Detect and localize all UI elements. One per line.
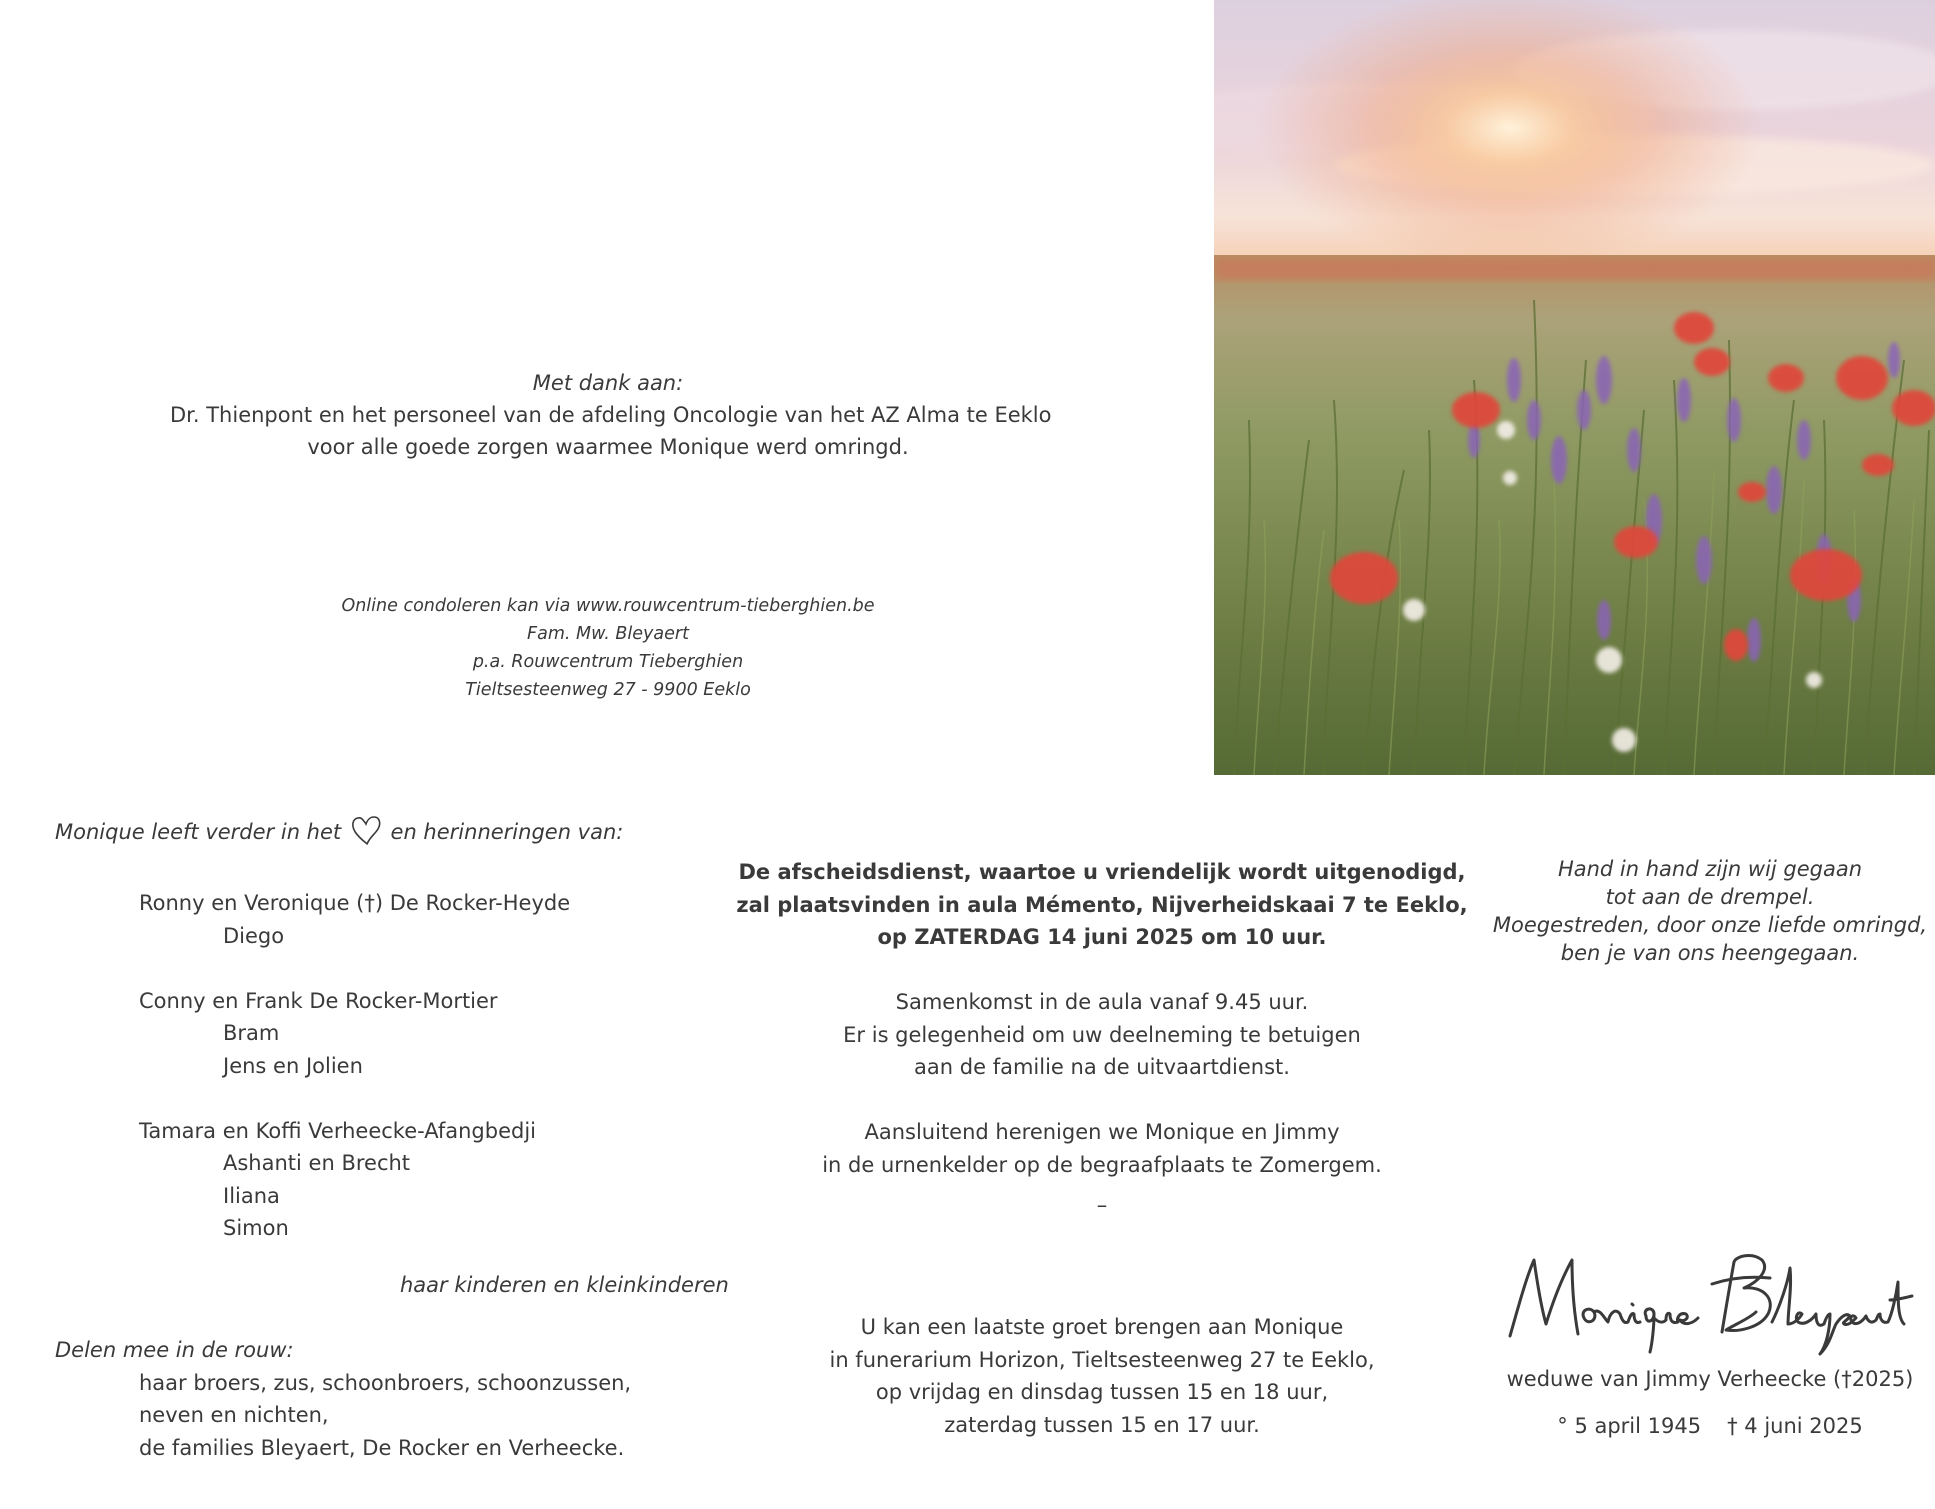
- family-intro-before: Monique leeft verder in het: [55, 820, 342, 844]
- mourners-line: neven en nichten,: [139, 1403, 329, 1427]
- visitation-line: U kan een laatste groet brengen aan Monique: [860, 1315, 1344, 1339]
- separator-dash: –: [1096, 1193, 1108, 1217]
- family-intro-after: en herinneringen van:: [390, 820, 624, 844]
- meadow-photo-image: [1214, 0, 1935, 775]
- family-child: Iliana: [223, 1183, 280, 1208]
- mourners-block: [55, 1334, 755, 1464]
- widow-of-line: weduwe van Jimmy Verheecke (†2025): [1506, 1367, 1914, 1391]
- family-child: Bram: [223, 1021, 280, 1045]
- death-date: † 4 juni 2025: [1727, 1414, 1863, 1438]
- poem-line: ben je van ons heengegaan.: [1560, 941, 1860, 965]
- family-child: Diego: [223, 923, 285, 948]
- contact-line-1: Online condoleren kan via www.rouwcentrum-tieberghien.be: [341, 596, 875, 616]
- mourners-heading: Delen mee in de rouw:: [55, 1338, 294, 1362]
- visitation-line: in funerarium Horizon, Tieltsesteenweg 27 te Eeklo,: [829, 1347, 1375, 1372]
- service-bold-line: op ZATERDAG 14 juni 2025 om 10 uur.: [877, 925, 1327, 949]
- heart-outline-icon: [350, 815, 382, 855]
- contact-line-3: p.a. Rouwcentrum Tieberghien: [472, 652, 744, 672]
- contact-line-4: Tieltsesteenweg 27 - 9900 Eeklo: [465, 680, 751, 700]
- family-child: Ashanti en Brecht: [223, 1151, 411, 1175]
- mourners-line: haar broers, zus, schoonbroers, schoonzussen,: [139, 1370, 632, 1395]
- contact-line-2: Fam. Mw. Bleyaert: [527, 624, 689, 644]
- deceased-name-signature: [1500, 1248, 1920, 1358]
- family-child: Jens en Jolien: [223, 1053, 363, 1078]
- gathering-line: Er is gelegenheid om uw deelneming te betuigen: [843, 1022, 1361, 1047]
- family-parents-3: Tamara en Koffi Verheecke-Afangbedji: [139, 1118, 537, 1143]
- family-parents-1: Ronny en Veronique (†) De Rocker-Heyde: [139, 891, 571, 915]
- service-bold-line: zal plaatsvinden in aula Mémento, Nijverheidskaai 7 te Eeklo,: [736, 892, 1468, 917]
- poem-block: [1470, 855, 1935, 967]
- visitation-line: op vrijdag en dinsdag tussen 15 en 18 uur,: [875, 1380, 1329, 1404]
- gathering-line: aan de familie na de uitvaartdienst.: [914, 1055, 1290, 1079]
- gathering-line: Samenkomst in de aula vanaf 9.45 uur.: [895, 990, 1309, 1014]
- family-signoff: haar kinderen en kleinkinderen: [400, 1273, 729, 1297]
- service-block: [730, 856, 1474, 1222]
- poem-line: tot aan de drempel.: [1605, 885, 1815, 909]
- family-intro: [55, 815, 755, 855]
- service-bold-line: De afscheidsdienst, waartoe u vriendelijk wordt uitgenodigd,: [738, 860, 1466, 884]
- poem-line: Hand in hand zijn wij gegaan: [1557, 857, 1863, 881]
- family-child: Simon: [223, 1216, 289, 1240]
- thanks-heading: Met dank aan:: [532, 371, 684, 395]
- birth-date: ° 5 april 1945: [1557, 1414, 1702, 1438]
- family-parents-2: Conny en Frank De Rocker-Mortier: [139, 988, 498, 1013]
- visitation-line: zaterdag tussen 15 en 17 uur.: [944, 1412, 1260, 1437]
- visitation-block: [730, 1311, 1474, 1441]
- thanks-block: [170, 367, 1052, 463]
- poem-line: Moegestreden, door onze liefde omringd,: [1492, 913, 1928, 937]
- burial-line: Aansluitend herenigen we Monique en Jimmy: [864, 1120, 1340, 1144]
- thanks-line-1: Dr. Thienpont en het personeel van de afdeling Oncologie van het AZ Alma te Eeklo: [170, 403, 1052, 427]
- contact-block: [300, 592, 916, 704]
- burial-line: in de urnenkelder op de begraafplaats te Zomergem.: [822, 1152, 1382, 1177]
- thanks-line-2: voor alle goede zorgen waarmee Monique werd omringd.: [307, 435, 909, 459]
- family-list: [55, 815, 755, 1245]
- life-dates: [1470, 1410, 1935, 1442]
- mourners-line: de families Bleyaert, De Rocker en Verheecke.: [139, 1435, 625, 1460]
- meadow-photo: [1214, 0, 1935, 775]
